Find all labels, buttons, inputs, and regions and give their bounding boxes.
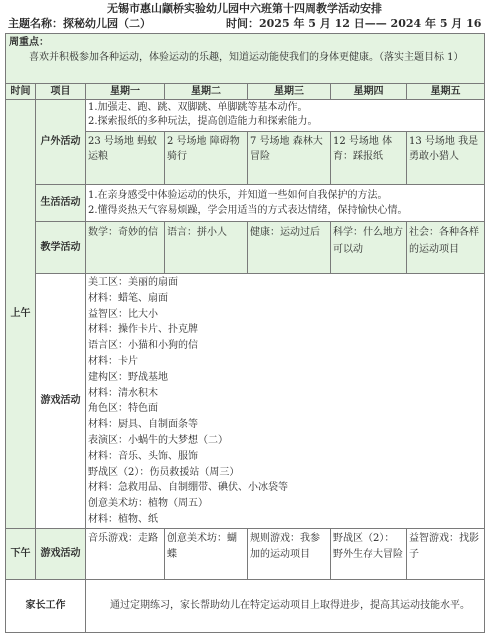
game-line: 材料：厨具、自制面条等 <box>88 419 198 431</box>
game-line: 表演区：小蜗牛的大梦想（二） <box>88 434 228 446</box>
outdoor-goal-1: 1.加强走、跑、跳、双脚跳、单脚跳等基本动作。 <box>88 102 308 113</box>
time-label: 时间： <box>226 17 259 30</box>
game-line: 益智区：比大小 <box>88 308 158 320</box>
header-mon: 星期一 <box>86 84 165 100</box>
focus-row <box>6 34 485 84</box>
life-label: 生活活动 <box>36 185 86 222</box>
game-line: 材料：卡片 <box>88 355 138 367</box>
parents-row <box>6 580 485 633</box>
header-item: 项目 <box>36 84 86 100</box>
pm-games-mon: 音乐游戏：走路 <box>86 529 165 580</box>
outdoor-goal-2: 2.探索报纸的多种玩法，提高创造能力和探索能力。 <box>88 116 318 127</box>
focus-text: 喜欢并积极参加各种运动，体验运动的乐趣，知道运动能使我们的身体更健康。（落实主题目标 1） <box>29 52 464 63</box>
pm-games-thu: 野战区（2）：野外生存大冒险 <box>331 529 407 580</box>
games-label: 游戏活动 <box>36 274 86 529</box>
header-fri: 星期五 <box>407 84 485 100</box>
life-content <box>86 185 485 222</box>
game-line: 创意美术坊：植物（周五） <box>88 498 208 510</box>
header-wed: 星期三 <box>248 84 331 100</box>
theme-value: 探秘幼儿园（二） <box>63 17 151 30</box>
header-time: 时间 <box>6 84 36 100</box>
game-line: 材料：蜡笔、扇面 <box>88 292 168 304</box>
pm-games-label: 游戏活动 <box>36 529 86 580</box>
game-line: 建构区：野战基地 <box>88 371 168 383</box>
game-line: 角色区：特色面 <box>88 403 158 415</box>
life-item-1: 1.在亲身感受中体验运动的快乐，并知道一些如何自我保护的方法。 <box>88 190 388 201</box>
theme-label <box>8 17 151 30</box>
outdoor-goals <box>86 100 485 132</box>
life-row <box>6 185 485 222</box>
teaching-label: 教学活动 <box>36 222 86 274</box>
time-range <box>226 17 481 30</box>
teaching-row <box>6 222 485 274</box>
pm-label: 下午 <box>6 529 36 580</box>
game-line: 材料：植物、纸 <box>88 513 158 525</box>
games-row <box>6 274 485 529</box>
game-line: 野战区（2）：伤员救援站（周三） <box>88 466 240 478</box>
teaching-wed: 健康：运动过后 <box>248 222 331 274</box>
game-line: 材料：清水积木 <box>88 387 158 399</box>
outdoor-label: 户外活动 <box>36 100 86 185</box>
games-content <box>86 274 485 529</box>
schedule-table <box>5 33 485 633</box>
game-line: 美工区：美丽的扇面 <box>88 277 178 288</box>
am-label: 上午 <box>6 100 36 529</box>
outdoor-goals-row <box>6 100 485 132</box>
time-value: 2025 年 5 月 12 日—— 2024 年 5 月 16 <box>259 17 482 30</box>
life-item-2: 2.懂得炎热天气容易烦躁，学会用适当的方式表达情绪，保持愉快心情。 <box>88 205 408 216</box>
pm-games-row <box>6 529 485 580</box>
parents-text: 通过定期练习，家长帮助幼儿在特定运动项目上取得进步，提高其运动技能水平。 <box>86 580 485 633</box>
game-line: 语言区：小猫和小狗的信 <box>88 340 198 352</box>
teaching-fri: 社会：各种各样的运动项目 <box>407 222 485 274</box>
outdoor-fri: 13 号场地 我是勇敢小猎人 <box>407 132 485 185</box>
header-row <box>6 84 485 100</box>
page-title: 无锡市惠山颛桥实验幼儿园中六班第十四周教学活动安排 <box>107 2 382 15</box>
outdoor-thu: 12 号场地 体育：踩报纸 <box>331 132 407 185</box>
pm-games-fri: 益智游戏：找影子 <box>407 529 485 580</box>
teaching-mon: 数学：奇妙的信 <box>86 222 165 274</box>
pm-games-wed: 规则游戏：我参加的运动项目 <box>248 529 331 580</box>
outdoor-wed: 7 号场地 森林大冒险 <box>248 132 331 185</box>
teaching-thu: 科学：什么地方可以动 <box>331 222 407 274</box>
weekly-focus <box>6 34 485 84</box>
game-line: 材料：操作卡片、扑克牌 <box>88 324 198 336</box>
header-thu: 星期四 <box>331 84 407 100</box>
parents-label: 家长工作 <box>6 580 86 633</box>
game-line: 材料：急救用品、自制绷带、碘伏、小冰袋等 <box>88 482 288 494</box>
pm-games-tue: 创意美术坊：蝴蝶 <box>165 529 248 580</box>
header-tue: 星期二 <box>165 84 248 100</box>
focus-heading: 周重点： <box>9 37 49 48</box>
game-line: 材料：音乐、头饰、服饰 <box>88 450 198 462</box>
theme-label-text: 主题名称： <box>8 17 63 30</box>
teaching-tue: 语言：拼小人 <box>165 222 248 274</box>
outdoor-tue: 2 号场地 障碍物骑行 <box>165 132 248 185</box>
outdoor-mon: 23 号场地 蚂蚁运粮 <box>86 132 165 185</box>
